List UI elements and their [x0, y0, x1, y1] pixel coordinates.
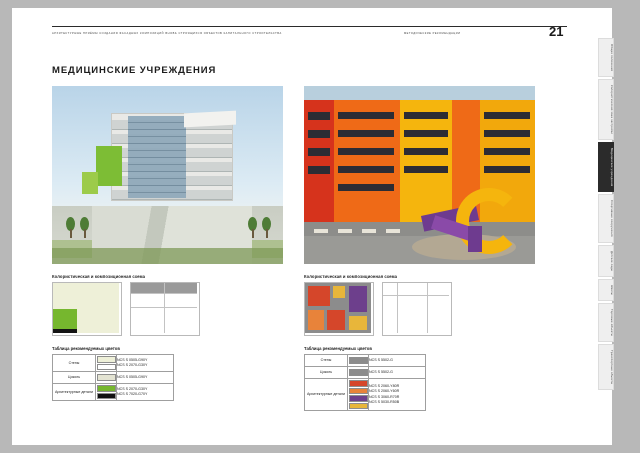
photo-foreground-lawn [52, 248, 283, 264]
page-title: МЕДИЦИНСКИЕ УЧРЕЖДЕНИЯ [52, 65, 217, 76]
photo-medical-building-right [304, 86, 535, 264]
row-swatches [348, 367, 369, 379]
right-scheme-caption: Колористическая и композиционная схема [304, 274, 398, 279]
tab-color-zone[interactable]: Колористическая зона застройки [598, 79, 614, 140]
table-row [305, 367, 426, 379]
section-tabs [598, 38, 612, 392]
right-scheme-composition [382, 282, 452, 336]
row-codes: NCS S 5502-G [369, 367, 426, 379]
row-swatches [96, 372, 117, 384]
left-scheme-diagram [52, 282, 122, 336]
row-codes: NCS S 0505-G90Y NCS S 2070-G30Y [117, 355, 174, 372]
tab-transport[interactable]: Транспортные объекты [598, 344, 614, 390]
row-swatches [348, 355, 369, 367]
right-scheme-diagram [304, 282, 374, 336]
table-row [53, 384, 174, 401]
photo-glass-facade [128, 116, 186, 198]
left-scheme-caption: Колористическая и композиционная схема [52, 274, 146, 279]
left-scheme-composition [130, 282, 200, 336]
header-rule [52, 26, 567, 27]
page-header [52, 26, 567, 44]
photo-sky [304, 86, 535, 100]
tab-medical[interactable]: Медицинские учреждения [598, 142, 614, 192]
photo-green-accent-1 [96, 146, 122, 186]
tab-kindergartens[interactable]: Детские сады [598, 245, 614, 277]
table-row [305, 379, 426, 411]
header-mid-text: МЕТОДИЧЕСКИЕ РЕКОМЕНДАЦИИ [404, 32, 461, 35]
document-page [12, 8, 612, 445]
right-table-caption: Таблица рекомендуемых цветов [304, 346, 372, 351]
tab-retail[interactable]: Торговые объекты [598, 303, 614, 342]
header-left-text: АРХИТЕКТУРНЫЕ ПРИЁМЫ СОЗДАНИЯ ФАСАДНЫХ КОМПОЗИЦИЙ ВНОВЬ СТРОЯЩИХСЯ ОБЪЕКТОВ КАПИТАЛЬНОГО СТРОИТЕЛЬСТВА [52, 32, 282, 35]
row-swatches [96, 355, 117, 372]
photo-sculpture [422, 182, 508, 256]
row-label: Цоколь [53, 372, 96, 384]
row-codes: NCS S 5502-G [369, 355, 426, 367]
photo-white-canopy [184, 111, 236, 128]
row-codes: NCS S 0505-G90Y [117, 372, 174, 384]
row-label: Стены [305, 355, 348, 367]
row-label: Архитектурные детали [305, 379, 348, 411]
tab-schools[interactable]: Школы [598, 279, 614, 301]
tab-general[interactable]: Общие положения [598, 38, 614, 77]
right-color-table [304, 354, 426, 411]
row-swatches [96, 384, 117, 401]
row-label: Цоколь [305, 367, 348, 379]
row-codes: NCS S 2070-G30Y NCS S 7020-G70Y [117, 384, 174, 401]
row-label: Стены [53, 355, 96, 372]
photo-green-accent-2 [82, 172, 98, 194]
table-row [305, 355, 426, 367]
photo-medical-building-left [52, 86, 283, 264]
row-swatches [348, 379, 369, 411]
left-color-table [52, 354, 174, 401]
left-table-caption: Таблица рекомендуемых цветов [52, 346, 120, 351]
page-number: 21 [549, 24, 564, 39]
table-row [53, 355, 174, 372]
tab-sports[interactable]: Спортивные сооружения [598, 194, 614, 243]
table-row [53, 372, 174, 384]
row-label: Архитектурные детали [53, 384, 96, 401]
row-codes: NCS S 2060-Y80R NCS S 2060-Y60R NCS S 3060-R70R NCS S 5030-R50B [369, 379, 426, 411]
